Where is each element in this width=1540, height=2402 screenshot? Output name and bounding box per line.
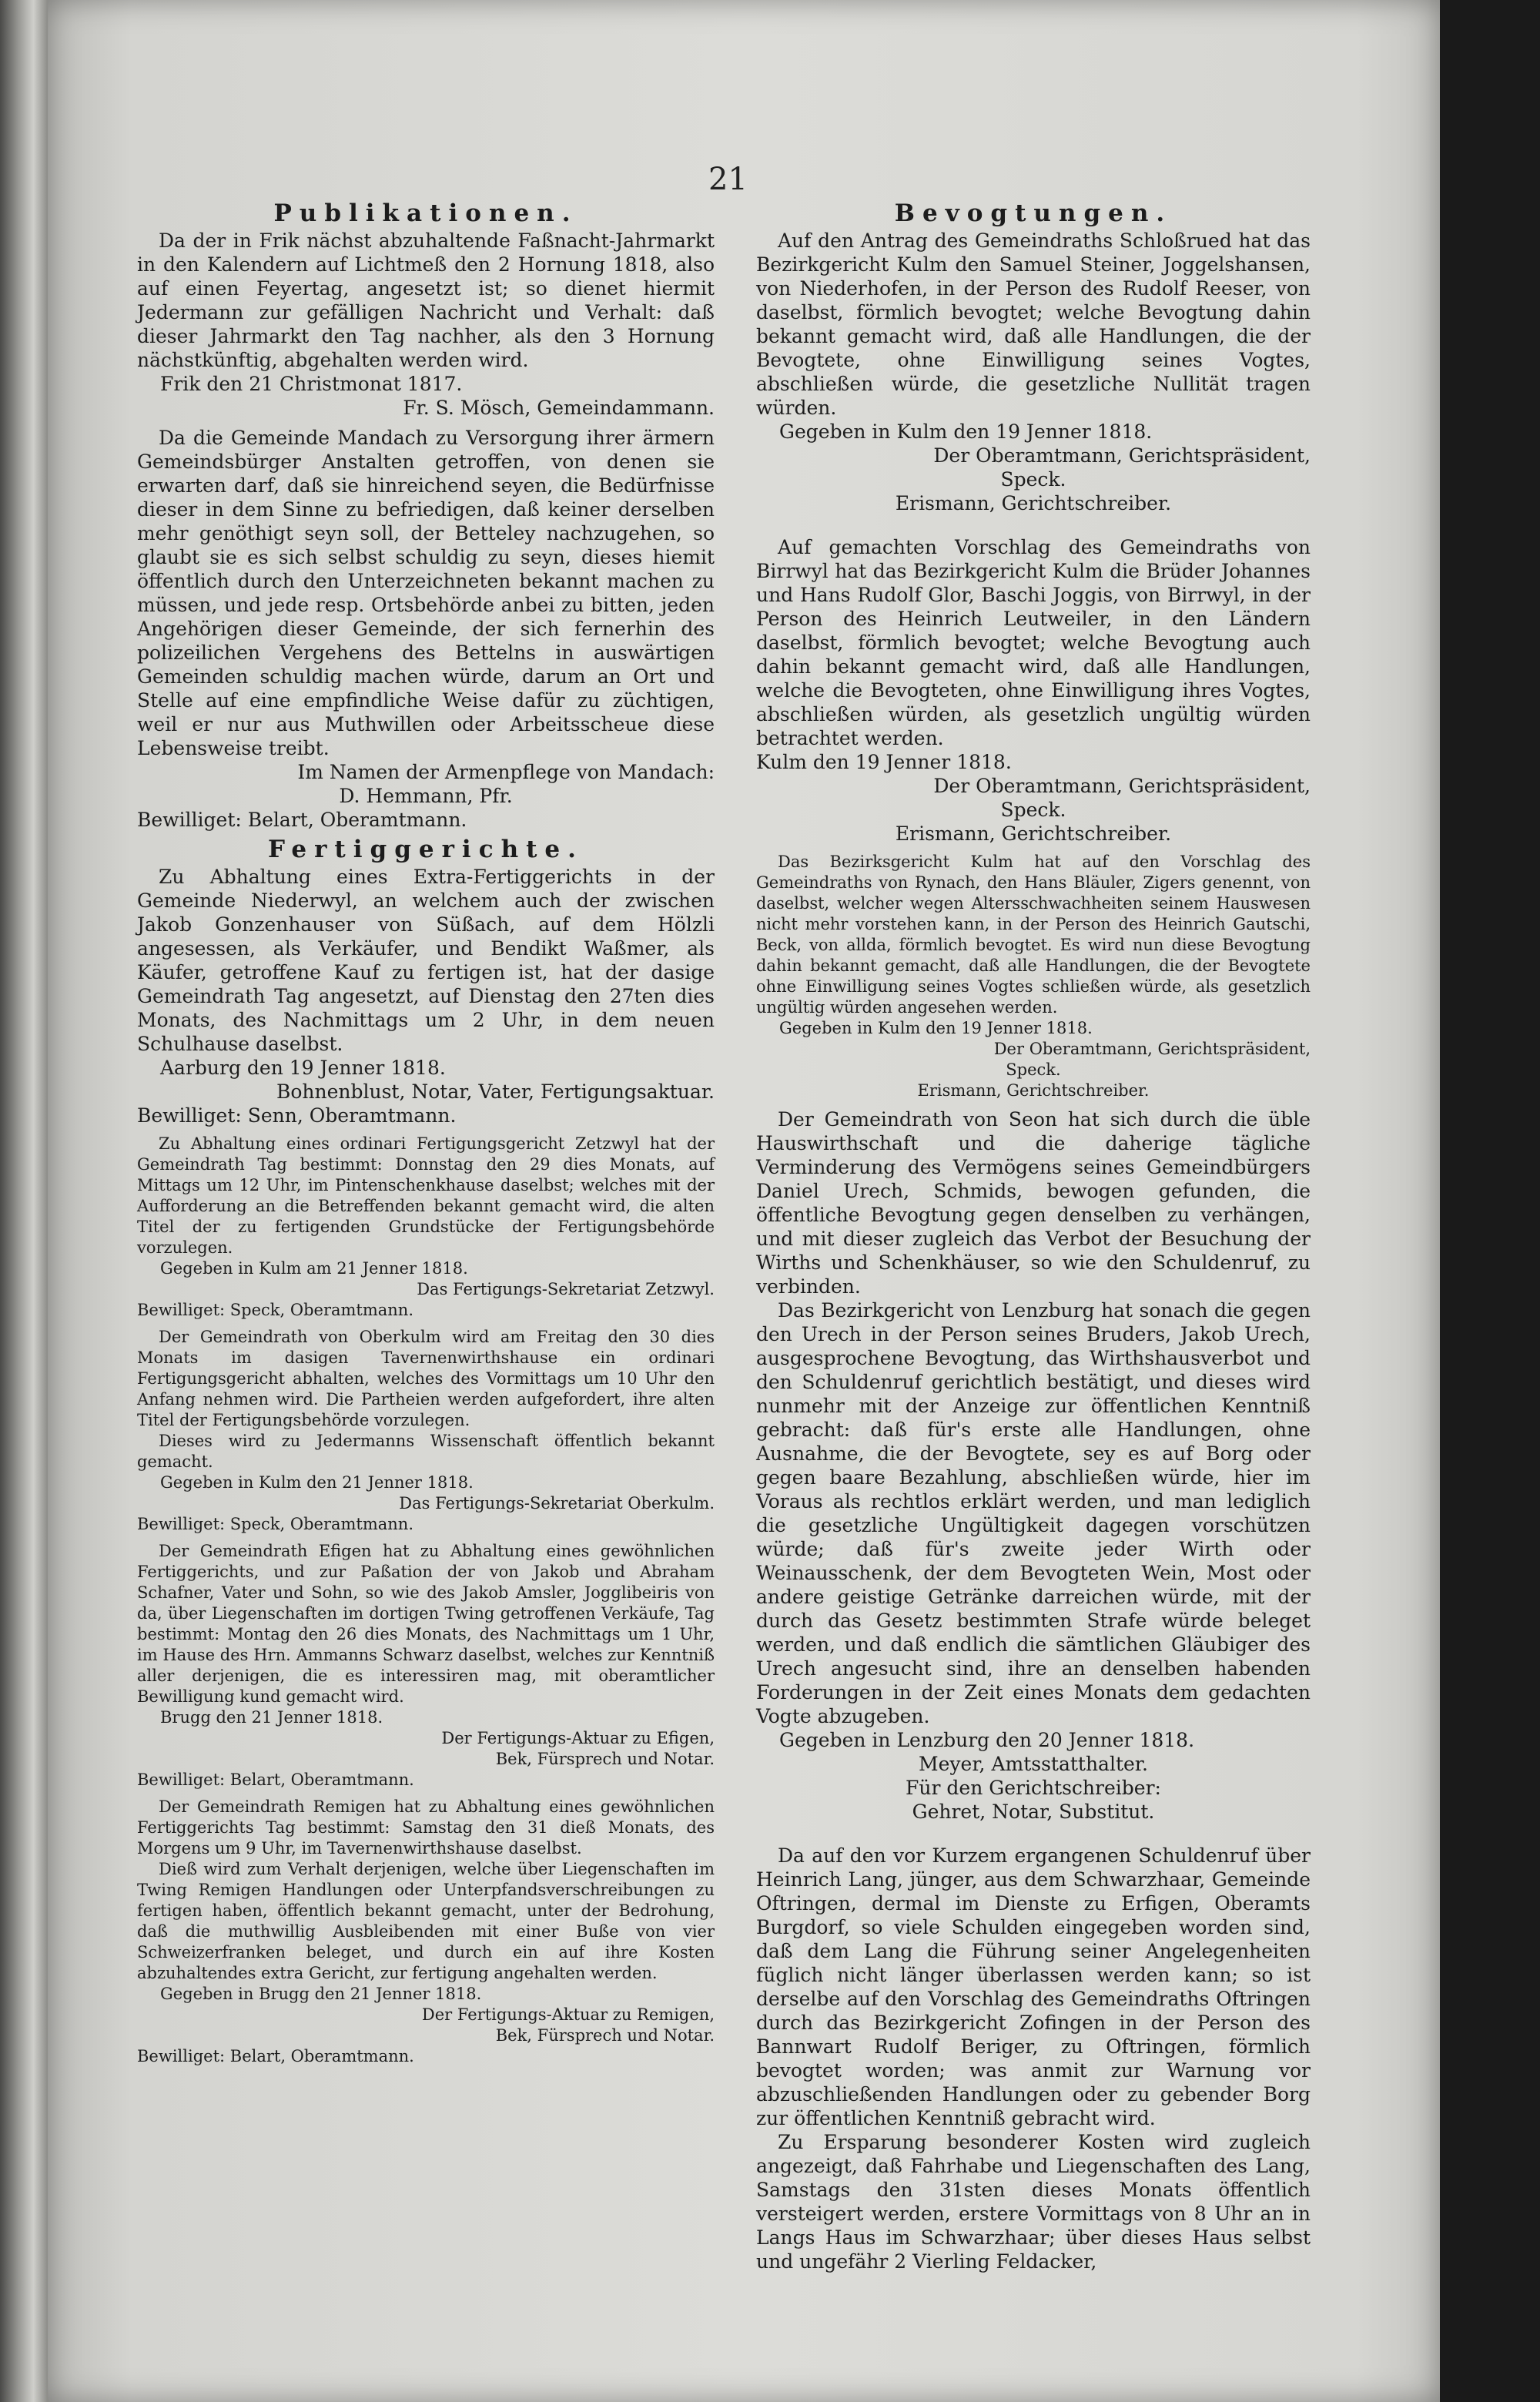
notice-signature-line1: Der Oberamtmann, Gerichtspräsident, <box>933 444 1311 467</box>
notice-signature: Fr. S. Mösch, Gemeindammann. <box>403 397 715 419</box>
notice-date: Gegeben in Kulm am 21 Jenner 1818. <box>160 1259 468 1278</box>
notice-oberkulm <box>137 1327 715 1535</box>
page-number: 21 <box>708 162 748 197</box>
notice-text-2: Dieses wird zu Jedermanns Wissenschaft öffentlich bekannt gemacht. <box>137 1432 715 1471</box>
notice-approval: Bewilliget: Speck, Oberamtmann. <box>137 1301 414 1319</box>
notice-glor <box>756 535 1311 846</box>
notice-signature: Bohnenblust, Notar, Vater, Fertigungsaktuar. <box>276 1080 715 1103</box>
notice-date: Brugg den 21 Jenner 1818. <box>160 1708 383 1727</box>
notice-urech <box>756 1107 1311 1824</box>
notice-lang <box>756 1844 1311 2273</box>
notice-date: Gegeben in Kulm den 21 Jenner 1818. <box>160 1473 474 1492</box>
notice-signature: Das Fertigungs-Sekretariat Oberkulm. <box>399 1494 715 1513</box>
notice-mandach-begging <box>137 426 715 832</box>
notice-signature-line3: Erismann, Gerichtschreiber. <box>917 1081 1150 1100</box>
notice-remigen <box>137 1797 715 2067</box>
notice-date: Kulm den 19 Jenner 1818. <box>756 751 1012 773</box>
notice-text: Der Gemeindrath von Seon hat sich durch die üble Hauswirthschaft und die daherige tägliche Verminderung des Vermögens seines Gemeindbürgers Daniel Urech, Schmids, bewogen gefunden, die öffentliche Bevogtung gegen denselben zu verhängen, und mit dieser zugleich das Verbot der Besuchung der Wirths und Schenkhäuser, so wie den Schuldenruf, zu verbinden. <box>756 1108 1311 1298</box>
notice-signature-line2: Bek, Fürsprech und Notar. <box>495 2026 715 2045</box>
notice-signature-line2: Speck. <box>1006 1060 1061 1079</box>
notice-text: Der Gemeindrath Efigen hat zu Abhaltung eines gewöhnlichen Fertiggerichts, und zur Paßation der von Jakob und Abraham Schafner, Vater und Sohn, so wie des Jakob Amsler, Jogglibeiris von da, über Liegenschaften im dortigen Twing getroffenen Verkäufe, Tag bestimmt: Montag den 26 dies Monats, des Nachmittags um 1 Uhr, im Hause des Hrn. Ammanns Schwarz daselbst, welches zur Kenntniß aller derjenigen, die es interessiren mag, mit oberamtlicher Bewilligung kund gemacht wird. <box>137 1542 715 1706</box>
notice-signature-line1: Der Oberamtmann, Gerichtspräsident, <box>933 775 1311 797</box>
notice-text: Da der in Frik nächst abzuhaltende Faßnacht-Jahrmarkt in den Kalendern auf Lichtmeß den 2 Hornung 1818, also auf einen Feyertag, angesetzt ist; so dienet hiermit Jedermann zur gefälligen Nachricht und Verhalt: daß dieser Jahrmarkt den Tag nachher, als den 3 Hornung nächstkünftig, abgehalten werden wird. <box>137 229 715 371</box>
notice-signature-line1: Der Oberamtmann, Gerichtspräsident, <box>993 1040 1311 1058</box>
notice-zetzwyl <box>137 1134 715 1321</box>
notice-signature: Das Fertigungs-Sekretariat Zetzwyl. <box>417 1280 715 1298</box>
notice-text: Der Gemeindrath Remigen hat zu Abhaltung eines gewöhnlichen Fertiggerichts Tag bestimmt: Samstag den 31 dieß Monats, des Morgens um 9 Uhr, im Tavernenwirthshause daselbst. <box>137 1797 715 1858</box>
notice-text: Das Bezirksgericht Kulm hat auf den Vorschlag des Gemeindraths von Rynach, den Hans Bläuler, Zigers genennt, von daselbst, welcher wegen Altersschwachheiten seinem Hauswesen nicht mehr vorstehen kann, in der Person des Heinrich Gautschi, Beck, von allda, förmlich bevogtet. Es wird nun diese Bevogtung dahin bekannt gemacht, daß alle Handlungen, die der Bevogtete ohne Einwilligung seines Vogtes schließen würde, als gesetzlich ungültig würden angesehen werden. <box>756 853 1311 1017</box>
notice-signature-line2: Für den Gerichtschreiber: <box>906 1777 1161 1799</box>
notice-text: Zu Abhaltung eines Extra-Fertiggerichts in der Gemeinde Niederwyl, an welchem auch der zwischen Jakob Gonzenhauser von Süßach, auf dem Hölzli angesessen, als Verkäufer, und Bendikt Waßmer, als Käufer, getroffene Kauf zu fertigen ist, hat der dasige Gemeindrath Tag angesetzt, auf Dienstag den 27ten dies Monats, des Nachmittags um 2 Uhr, in dem neuen Schulhause daselbst. <box>137 866 715 1055</box>
notice-approval: Bewilliget: Belart, Oberamtmann. <box>137 2047 414 2065</box>
heading-publikationen: Publikationen. <box>273 199 578 227</box>
notice-text: Da die Gemeinde Mandach zu Versorgung ihrer ärmern Gemeindsbürger Anstalten getroffen, von denen sie erwarten darf, daß sie hinreichend seyen, die Bedürfnisse dieser in dem Sinne zu befriedigen, daß keiner derselben mehr genöthigt seyn soll, der Betteley nachzugehen, so glaubt sie es sich selbst schuldig zu seyn, dieses hiemit öffentlich durch den Unterzeichneten bekannt machen zu müssen, und jede resp. Ortsbehörde anbei zu bitten, jeden Angehörigen dieser Gemeinde, der sich fernerhin des polizeilichen Vergehens des Bettelns in auswärtigen Gemeinden schuldig machen würde, darum an Ort und Stelle auf eine empfindliche Weise dafür zu züchtigen, weil er nur aus Muthwillen oder Arbeitsscheue diese Lebensweise treibt. <box>137 427 715 759</box>
notice-efigen <box>137 1541 715 1791</box>
notice-approval: Bewilliget: Belart, Oberamtmann. <box>137 809 467 831</box>
notice-date: Aarburg den 19 Jenner 1818. <box>160 1057 446 1079</box>
notice-signature-line3: Gehret, Notar, Substitut. <box>912 1801 1155 1823</box>
notice-text-2: Dieß wird zum Verhalt derjenigen, welche über Liegenschaften im Twing Remigen Handlungen oder Unterpfandsverschreibungen zu fertigen haben, öffentlich bekannt gemacht, unter der Bedrohung, daß die muthwillig Ausbleibenden mit einer Buße von vier Schweizerfranken beleget, und durch ein auf ihre Kosten abzuhaltendes extra Gericht, zur fertigung angehalten werden. <box>137 1860 715 1982</box>
notice-signature-line2: Speck. <box>1000 799 1066 821</box>
heading-bevogtungen: Bevogtungen. <box>894 199 1173 227</box>
notice-text: Auf den Antrag des Gemeindraths Schloßrued hat das Bezirkgericht Kulm den Samuel Steiner, Joggelshansen, von Niederhofen, in der Person des Rudolf Reeser, von daselbst, förmlich bevogtet; welche Bevogtung dahin bekannt gemacht wird, daß alle Handlungen, die der Bevogtete, ohne Einwilligung seines Vogtes, abschließen würde, die gesetzliche Nullität tragen würden. <box>756 229 1311 419</box>
notice-signature-line1: Meyer, Amtsstatthalter. <box>919 1753 1148 1775</box>
notice-text: Der Gemeindrath von Oberkulm wird am Freitag den 30 dies Monats im dasigen Tavernenwirthshause ein ordinari Fertigungsgericht abhalten, welches des Vormittags um 10 Uhr den Anfang nehmen wird. Die Partheien werden aufgefordert, ihre alten Titel der Fertigungsbehörde vorzulegen. <box>137 1328 715 1429</box>
notice-text-2: Zu Ersparung besonderer Kosten wird zugleich angezeigt, daß Fahrhabe und Liegenschaften des Lang, Samstags den 31sten dieses Monats öffentlich versteigert werden, erstere Vormittags von 8 Uhr an in Langs Haus im Schwarzhaar; über dieses Haus selbst und ungefähr 2 Vierling Feldacker, <box>756 2131 1311 2273</box>
notice-steiner <box>756 229 1311 515</box>
notice-niederwyl <box>137 865 715 1127</box>
notice-signature-line2: Speck. <box>1000 468 1066 491</box>
notice-approval: Bewilliget: Speck, Oberamtmann. <box>137 1515 414 1533</box>
notice-blaeuler <box>756 852 1311 1101</box>
notice-signature-line1: Der Fertigungs-Aktuar zu Remigen, <box>421 2005 715 2024</box>
notice-signature-line3: Erismann, Gerichtschreiber. <box>895 492 1172 514</box>
notice-date: Gegeben in Kulm den 19 Jenner 1818. <box>779 420 1153 443</box>
scan-border-right <box>1440 0 1540 2402</box>
notice-signature-line1: Im Namen der Armenpflege von Mandach: <box>297 761 715 783</box>
notice-signature-line1: Der Fertigungs-Aktuar zu Efigen, <box>441 1729 715 1747</box>
notice-date: Gegeben in Lenzburg den 20 Jenner 1818. <box>779 1729 1195 1751</box>
notice-date: Frik den 21 Christmonat 1817. <box>160 373 463 395</box>
notice-text-2: Das Bezirkgericht von Lenzburg hat sonach die gegen den Urech in der Person seines Bruders, Jakob Urech, ausgesprochene Bevogtung, das Wirthshausverbot und den Schuldenruf gerichtlich bestätigt, und dieses wird nunmehr mit der Anzeige zur öffentlichen Kenntniß gebracht: daß für's erste alle Handlungen, ohne Ausnahme, die der Bevogtete, sey es auf Borg oder gegen baare Bezahlung, abschließen würde, hier im Voraus als rechtlos erklärt werden, und man lediglich die gesetzliche Ungültigkeit dagegen vorschützen würde; daß für's zweite jeder Wirth oder Weinausschenk, der dem Bevogteten Wein, Most oder andere geistige Getränke darreichen würde, mit der durch das Gesetz bestimmten Strafe würde beleget werden, und daß endlich die sämtlichen Gläubiger des Urech angesucht sind, ihre an denselben habenden Forderungen in der Zeit eines Monats dem gedachten Vogte abzugeben. <box>756 1299 1311 1727</box>
notice-text: Zu Abhaltung eines ordinari Fertigungsgericht Zetzwyl hat der Gemeindrath Tag bestimmt: Donnstag den 29 dies Monats, auf Mittags um 12 Uhr, im Pintenschenkhause daselbst; welches mit der Aufforderung an die Betreffenden bekannt gemacht wird, die alten Titel der zu fertigenden Grundstücke der Fertigungsbehörde vorzulegen. <box>137 1134 715 1257</box>
notice-signature-line2: D. Hemmann, Pfr. <box>339 785 513 807</box>
heading-fertiggerichte: Fertiggerichte. <box>268 836 584 863</box>
notice-signature-line2: Bek, Fürsprech und Notar. <box>495 1750 715 1768</box>
facing-page-edge <box>0 0 48 2402</box>
notice-text: Auf gemachten Vorschlag des Gemeindraths von Birrwyl hat das Bezirkgericht Kulm die Brüder Johannes und Hans Rudolf Glor, Baschi Joggis, von Birrwyl, in der Person des Heinrich Leutweiler, in den Ländern daselbst, förmlich bevogtet; welche Bevogtung auch dahin bekannt gemacht wird, daß alle Handlungen, welche die Bevogteten, ohne Einwilligung ihres Vogtes, abschließen würden, als gesetzlich ungültig würden betrachtet werden. <box>756 536 1311 749</box>
notice-date: Gegeben in Brugg den 21 Jenner 1818. <box>160 1985 482 2003</box>
left-column <box>137 199 715 2073</box>
notice-approval: Bewilliget: Senn, Oberamtmann. <box>137 1104 457 1127</box>
notice-text: Da auf den vor Kurzem ergangenen Schuldenruf über Heinrich Lang, jünger, aus dem Schwarzhaar, Gemeinde Oftringen, dermal im Dienste zu Erfigen, Oberamts Burgdorf, so viele Schulden eingegeben worden sind, daß dem Lang die Führung seiner Angelegenheiten füglich nicht länger überlassen werden kann; so ist derselbe auf den Vorschlag des Gemeindraths Oftringen durch das Bezirkgericht Zofingen in der Person des Bannwart Rudolf Beriger, zu Oftringen, förmlich bevogtet worden; was anmit zur Warnung vor abzuschließenden Handlungen oder zu gebender Borg zur öffentlichen Kenntniß gebracht wird. <box>756 1844 1311 2129</box>
right-column <box>756 199 1311 2280</box>
notice-signature-line3: Erismann, Gerichtschreiber. <box>895 822 1172 845</box>
notice-date: Gegeben in Kulm den 19 Jenner 1818. <box>779 1019 1093 1037</box>
notice-approval: Bewilliget: Belart, Oberamtmann. <box>137 1771 414 1789</box>
notice-frik-market <box>137 229 715 420</box>
